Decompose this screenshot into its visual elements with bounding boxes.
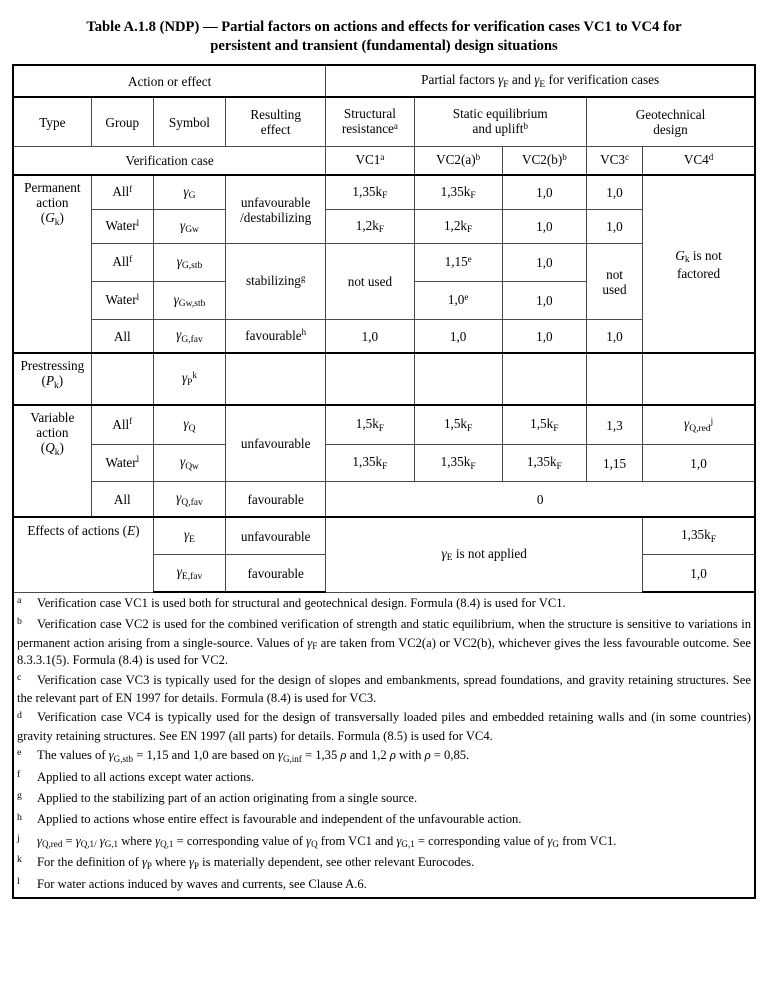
vc2b-header: $VC2(b)^b$ — [502, 147, 586, 176]
footnote-d: $^d$ Verification case VC4 is typically used for the design of transversally loaded piles and embedded retaining walls and (in some countries) gravity retaining structures. See EN 1997 (all parts) for details. Formula (8.5) is used for VC4. — [17, 709, 751, 743]
cell-vc4: 1,0 — [643, 445, 755, 482]
footnote-j: $^j$ $\gamma_{Q,red} = \gamma_{Q,1/}$ $\gamma_{G,1}$ where $\gamma_{Q,1}$ = corresponding value of $\gamma_Q$ from VC1 and $\gamma_{G,1}$ = corresponding value of $\gamma_G$ from VC1. — [17, 832, 617, 850]
col-resulting-effect — [226, 97, 326, 147]
cell-group — [91, 353, 153, 405]
cell-vc2b: $1,5k_F$ — [502, 405, 586, 445]
cell-vc1: $1,2k_F$ — [326, 210, 414, 244]
table-row — [13, 445, 755, 482]
row-type-variable-action: Variable action $(Q_k)$ — [13, 405, 91, 517]
col-structural-line1: Structural — [343, 106, 396, 121]
cell-resulting-effect: unfavourable — [226, 517, 326, 555]
cell-vc3: 1,15 — [586, 445, 642, 482]
cell-group: All — [91, 320, 153, 354]
cell-symbol: $\gamma_{Gw}$ — [153, 210, 225, 244]
col-structural-line2: resistance — [341, 121, 394, 136]
cell-symbol: $\gamma_{Gw,stb}$ — [153, 282, 225, 320]
footnote-l: $^l$ For water actions induced by waves and currents, see Clause A.6. — [17, 875, 367, 891]
footnote-k: $^k$ For the definition of $\gamma_P$ where $\gamma_P$ is materially dependent, see other relevant Eurocodes. — [17, 854, 475, 871]
cell-symbol: $\gamma_{Q,fav}$ — [153, 482, 225, 518]
caption-line-2: persistent and transient (fundamental) design situations — [210, 38, 558, 54]
footnote-f: $^f$ Applied to all actions except water actions. — [17, 768, 255, 784]
header-partial-factors: Partial factors $\gamma_F$ and $\gamma_E$ for verification cases — [326, 65, 755, 97]
cell-vc3 — [586, 353, 642, 405]
cell-vc2b: 1,0 — [502, 320, 586, 354]
col-resulting-effect-line2: effect — [260, 122, 291, 137]
cell-vc2b: $1,35k_F$ — [502, 445, 586, 482]
partial-factors-table — [12, 64, 756, 899]
cell-symbol: $\gamma_{G,fav}$ — [153, 320, 225, 354]
col-geotech-line2: design — [653, 122, 688, 137]
cell-vc1: $1,35k_F$ — [326, 175, 414, 210]
cell-resulting-effect: favourable$^h$ — [226, 320, 326, 354]
cell-vc1: not used — [326, 244, 414, 320]
verification-case-row — [13, 147, 755, 176]
cell-vc2a: $1,5k_F$ — [414, 405, 502, 445]
table-row — [13, 482, 755, 518]
cell-vc4: $\gamma_{Q,red}^j$ — [643, 405, 755, 445]
footnote-c: $^c$ Verification case VC3 is typically used for the design of slopes and embankments, spread foundations, and gravity retaining structures. See the relevant part of EN 1997 for details. Formula (8.4) is used for VC3. — [17, 671, 751, 706]
cell-group: Water$^l$ — [91, 445, 153, 482]
verification-case-label: Verification case — [13, 147, 326, 176]
col-symbol: Symbol — [153, 97, 225, 147]
cell-group: All$^f$ — [91, 175, 153, 210]
cell-symbol: $\gamma_G$ — [153, 175, 225, 210]
cell-symbol: $\gamma_E$ — [153, 517, 225, 555]
cell-vc1: $1,35k_F$ — [326, 445, 414, 482]
cell-resulting-effect — [226, 353, 326, 405]
col-type: Type — [13, 97, 91, 147]
cell-vc3: 1,3 — [586, 405, 642, 445]
cell-group: All$^f$ — [91, 405, 153, 445]
header-group-row — [13, 65, 755, 97]
cell-vc1: 1,0 — [326, 320, 414, 354]
cell-symbol: $\gamma_{E,fav}$ — [153, 555, 225, 593]
cell-span-not-applied: $\gamma_E$ is not applied — [326, 517, 643, 592]
footnote-e: $^e$ The values of $\gamma_{G,stb} = 1,15$ and 1,0 are based on $\gamma_{G,inf} = 1,35$ ρ and 1,2 ρ with ρ = 0,85. — [17, 747, 470, 764]
col-static-line1: Static equilibrium — [452, 106, 548, 121]
cell-group: All$^f$ — [91, 244, 153, 282]
cell-vc2a — [414, 353, 502, 405]
footnotes-block — [13, 592, 755, 898]
col-structural-footmark: a — [393, 120, 398, 131]
row-type-permanent-action: Permanent action $(G_k)$ — [13, 175, 91, 353]
col-structural-resistance — [326, 97, 414, 147]
cell-vc2a: 1,15e — [414, 244, 502, 282]
vc1-header: VC1$^a$ — [326, 147, 414, 176]
cell-span-zero: 0 — [326, 482, 755, 518]
col-static-line2: and uplift — [472, 121, 524, 136]
cell-resulting-effect: favourable — [226, 482, 326, 518]
table-row — [13, 353, 755, 405]
footnotes-row — [13, 592, 755, 898]
header-action-or-effect: Action or effect — [13, 65, 326, 97]
col-geotech-line1: Geotechnical — [635, 107, 706, 122]
cell-resulting-effect: unfavourable — [226, 405, 326, 482]
cell-group: All — [91, 482, 153, 518]
cell-vc2a: $1,35k_F$ — [414, 445, 502, 482]
col-static-equilibrium — [414, 97, 586, 147]
vc4-header: VC4$^d$ — [643, 147, 755, 176]
cell-vc2a: $1,35k_F$ — [414, 175, 502, 210]
row-type-prestressing: Prestressing $(P_k)$ — [13, 353, 91, 405]
cell-vc1 — [326, 353, 414, 405]
footnote-a: $^a$ Verification case VC1 is used both for structural and geotechnical design. Formula (8.4) is used for VC1. — [17, 595, 566, 610]
cell-symbol: $\gamma_P^k$ — [153, 353, 225, 405]
cell-vc2a: 1,0e — [414, 282, 502, 320]
footnote-g: $^g$ Applied to the stabilizing part of an action originating from a single source. — [17, 790, 418, 806]
cell-vc2b: 1,0 — [502, 210, 586, 244]
cell-vc3: not used — [586, 244, 642, 320]
cell-resulting-effect: stabilizing$^g$ — [226, 244, 326, 320]
cell-symbol: $\gamma_{Qw}$ — [153, 445, 225, 482]
cell-vc2a: $1,2k_F$ — [414, 210, 502, 244]
col-group: Group — [91, 97, 153, 147]
cell-vc4: 1,0 — [643, 555, 755, 593]
table-row — [13, 175, 755, 210]
cell-vc3: 1,0 — [586, 320, 642, 354]
footnote-b: $^b$ Verification case VC2 is used for the combined verification of strength and static equilibrium, when the structure is sensitive to variations in permanent action arising from a single-source. Values of $\gamma_F$ are taken from VC2(a) or VC2(b), whichever gives the less favourable outcome. See 8.3.3.1(5). Formula (8.4) is used for VC2. — [17, 616, 751, 668]
footnote-h: $^h$ Applied to actions whose entire effect is favourable and independent of the unfavourable action. — [17, 811, 522, 827]
cell-group: Water$^l$ — [91, 282, 153, 320]
cell-vc2b: 1,0 — [502, 175, 586, 210]
cell-symbol: $\gamma_{G,stb}$ — [153, 244, 225, 282]
cell-vc4: $1,35k_F$ — [643, 517, 755, 555]
cell-vc2b: 1,0 — [502, 244, 586, 282]
col-static-footmark: b — [523, 120, 528, 131]
cell-vc1: $1,5k_F$ — [326, 405, 414, 445]
cell-resulting-effect: unfavourable /destabilizing — [226, 175, 326, 244]
cell-vc4 — [643, 353, 755, 405]
cell-resulting-effect: favourable — [226, 555, 326, 593]
cell-group: Water$^l$ — [91, 210, 153, 244]
cell-vc2b — [502, 353, 586, 405]
table-caption — [30, 18, 738, 56]
vc3-header: VC3$^c$ — [586, 147, 642, 176]
col-resulting-effect-line1: Resulting — [250, 107, 301, 122]
table-row — [13, 517, 755, 555]
col-geotechnical-design — [586, 97, 755, 147]
cell-vc4-gk-not-factored: $G_k$ is not factored — [643, 175, 755, 353]
header-columns-row — [13, 97, 755, 147]
cell-vc2b: 1,0 — [502, 282, 586, 320]
cell-vc3: 1,0 — [586, 210, 642, 244]
vc2a-header: $VC2(a)^b$ — [414, 147, 502, 176]
cell-vc3: 1,0 — [586, 175, 642, 210]
cell-symbol: $\gamma_Q$ — [153, 405, 225, 445]
caption-line-1: Table A.1.8 (NDP) — Partial factors on actions and effects for verification cases VC1 to VC4 for — [86, 19, 682, 35]
table-row — [13, 405, 755, 445]
cell-vc2a: 1,0 — [414, 320, 502, 354]
row-type-effects-of-actions: Effects of actions (E) — [13, 517, 153, 592]
